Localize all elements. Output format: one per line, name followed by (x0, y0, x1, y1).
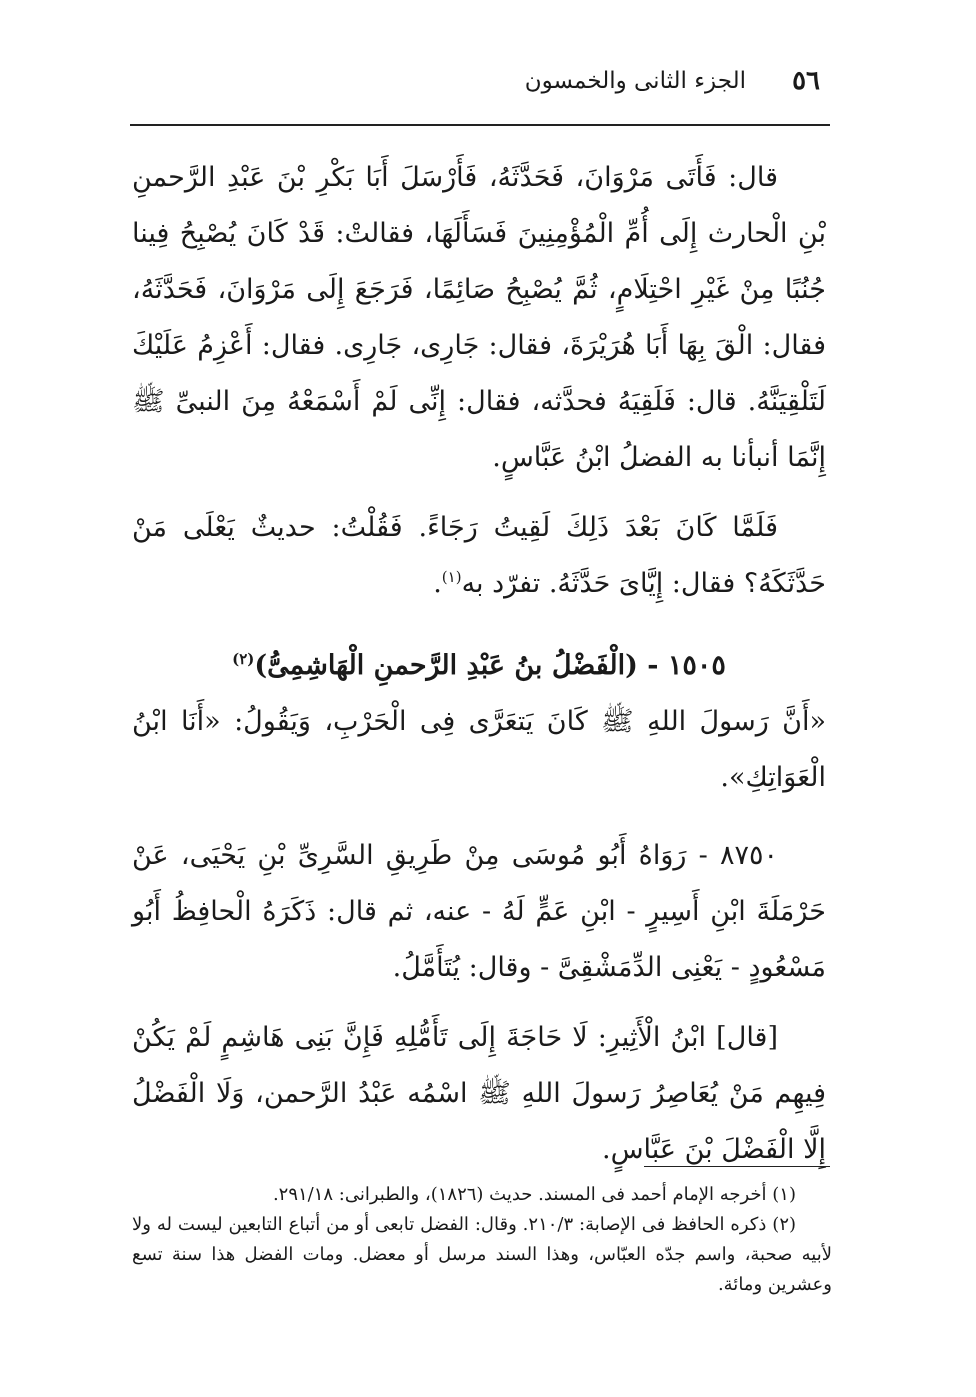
paragraph-narration: قال: فَأَتَى مَرْوَانَ، فَحَدَّثَهُ، فَأَرْسَلَ أَبَا بَكْرِ بْنَ عَبْدِ الرَّحمنِ بْنِ الْحارث إِلَى أُمِّ الْمُؤْمِنِينَ فَسَأَلَهَا، فقالتْ: قَدْ كَانَ يُصْبِحُ فِينا جُنُبًا مِنْ غَيْرِ احْتِلَامٍ، ثُمَّ يُصْبِحُ صَائِمًا، فَرَجَعَ إِلَى مَرْوَانَ، فَحَدَّثَهُ، فقال: الْقَ بِهَا أَبَا هُرَيْرَةَ، فقال: جَارِى، جَارِى. فقال: أَعْزِمُ عَلَيْكَ لَتَلْقِيَنَّهُ. قال: فَلَقِيَهُ فحدَّثه، فقال: إِنِّى لَمْ أَسْمَعْهُ مِنَ النبىِّ ﷺ إِنَّمَا أنبأنا به الفضلُ ابْنُ عَبَّاسٍ. (132, 162, 826, 473)
paragraph-raja-text: فَلَمَّا كَانَ بَعْدَ ذَلِكَ لَقِيتُ رَجَاءً. فَقُلْتُ: حديثٌ يَعْلَى مَنْ حَدَّثَكَهُ؟ فقال: إِيَّاىَ حَدَّثَهُ. تفرّد به (132, 512, 826, 599)
header-title: الجزء الثانى والخمسون (524, 68, 746, 94)
entry-heading-text: ١٥٠٥ - (الْفَضْلُ بنُ عَبْدِ الرَّحمنِ الْهَاشِمِىُّ) (254, 650, 726, 681)
entry-heading (132, 638, 826, 694)
page-number: ٥٦ (792, 66, 820, 96)
footnotes (132, 1180, 832, 1300)
paragraph-ibn-athir: [قال] ابْنُ الْأَثِيرِ: لَا حَاجَةَ إِلَى تَأَمُّلِهِ فَإِنَّ بَنِى هَاشِمٍ لَمْ يَكُنْ فِيهِم مَنْ يُعَاصِرُ رَسولَ اللهِ ﷺ اسْمُه عَبْدُ الرَّحمن، وَلَا الْفَضْلُ إِلَّا الْفَضْلَ بْنَ عَبَّاسٍ. (132, 1022, 826, 1165)
paragraph-riwaya: ٨٧٥٠ - رَوَاهُ أَبُو مُوسَى مِنْ طَرِيقِ السَّرِىِّ بْنِ يَحْيَى، عَنْ حَرْمَلَةَ ابْنِ أَسِيرٍ - ابْنِ عَمٍّ لَهُ - عنه، ثم قال: ذَكَرَهُ الْحافِظُ أَبُو مَسْعُودٍ - يَعْنِى الدِّمَشْقِىَّ - وقال: يُتَأَمَّلُ. (132, 840, 826, 983)
footnote-rule (644, 1166, 830, 1167)
footnote-1: (١) أخرجه الإمام أحمد فى المسند. حديث (١٨٢٦)، والطبرانى: ٢٩١/١٨. (272, 1184, 796, 1205)
header-rule (130, 124, 830, 126)
main-text (132, 150, 826, 1178)
footnote-ref-1: (١) (441, 568, 462, 586)
hadith-text: «أَنَّ رَسولَ اللهِ ﷺ كَانَ يَتعَرَّى فِى الْحَرْبِ، وَيَقُولُ: «أَنَا ابْنُ الْعَوَاتِكِ». (132, 706, 826, 793)
footnote-ref-2: (٢) (232, 650, 255, 668)
running-head (130, 62, 826, 102)
footnote-2: (٢) ذكره الحافظ فى الإصابة: ٢١٠/٣. وقال: الفضل تابعى أو من أتباع التابعين ليست له ولا لأبيه صحبة، واسم جدّه العبّاس، وهذا السند مرسل أو معضل. ومات الفضل هذا سنة تسع وعشرين ومائة. (132, 1214, 832, 1295)
paragraph-raja: فَلَمَّا كَانَ بَعْدَ ذَلِكَ لَقِيتُ رَجَاءً. فَقُلْتُ: حديثٌ يَعْلَى مَنْ حَدَّثَكَهُ؟ فقال: إِيَّاىَ حَدَّثَهُ. تفرّد به$^{(١)}$. (132, 512, 826, 599)
